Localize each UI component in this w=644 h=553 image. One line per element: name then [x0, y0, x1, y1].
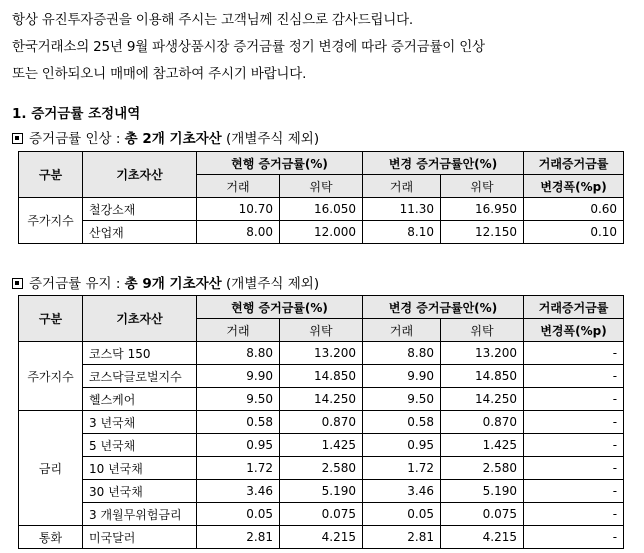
current-consign-cell: 14.250 [280, 388, 363, 411]
new-trade-cell: 0.95 [363, 434, 441, 457]
category-cell: 주가지수 [19, 342, 83, 411]
intro-line-1: 항상 유진투자증권을 이용해 주시는 고객님께 진심으로 감사드립니다. [12, 12, 414, 28]
category-cell: 주가지수 [19, 198, 83, 244]
current-consign-cell: 12.000 [280, 221, 363, 244]
current-trade-cell: 0.58 [197, 411, 280, 434]
category-cell: 통화 [19, 526, 83, 549]
change-cell: 0.10 [524, 221, 624, 244]
new-trade-cell: 9.50 [363, 388, 441, 411]
header-change-1: 거래증거금률 [524, 296, 624, 319]
current-trade-cell: 10.70 [197, 198, 280, 221]
change-cell: - [524, 526, 624, 549]
maintain-caption: 증거금률 유지 : 총 9개 기초자산 (개별주식 제외) [12, 272, 319, 292]
header-current: 현행 증거금률(%) [197, 296, 363, 319]
new-trade-cell: 2.81 [363, 526, 441, 549]
header-new-trade: 거래 [363, 175, 441, 198]
current-trade-cell: 8.80 [197, 342, 280, 365]
table-row [19, 503, 624, 526]
asset-cell: 산업재 [83, 221, 197, 244]
change-cell: - [524, 411, 624, 434]
header-asset: 기초자산 [83, 296, 197, 342]
intro-line-3: 또는 인하되오니 매매에 참고하여 주시기 바랍니다. [12, 66, 307, 82]
section-title: 1. 증거금률 조정내역 [12, 106, 141, 122]
header-proposed: 변경 증거금률안(%) [363, 296, 524, 319]
current-consign-cell: 0.870 [280, 411, 363, 434]
current-consign-cell: 1.425 [280, 434, 363, 457]
change-cell: - [524, 342, 624, 365]
asset-cell: 미국달러 [83, 526, 197, 549]
new-consign-cell: 0.075 [441, 503, 524, 526]
asset-cell: 30 년국채 [83, 480, 197, 503]
change-cell: - [524, 480, 624, 503]
current-consign-cell: 4.215 [280, 526, 363, 549]
intro-line-2: 한국거래소의 25년 9월 파생상품시장 증거금률 정기 변경에 따라 증거금률이 인상 [12, 39, 485, 55]
change-cell: - [524, 457, 624, 480]
table-row [19, 480, 624, 503]
new-consign-cell: 14.250 [441, 388, 524, 411]
current-trade-cell: 8.00 [197, 221, 280, 244]
new-trade-cell: 8.10 [363, 221, 441, 244]
header-category: 구분 [19, 152, 83, 198]
change-cell: - [524, 388, 624, 411]
table-row [19, 221, 624, 244]
maintain-table [18, 295, 624, 549]
new-trade-cell: 1.72 [363, 457, 441, 480]
new-trade-cell: 0.58 [363, 411, 441, 434]
change-cell: - [524, 434, 624, 457]
header-category: 구분 [19, 296, 83, 342]
asset-cell: 철강소재 [83, 198, 197, 221]
table-row [19, 388, 624, 411]
change-cell: - [524, 365, 624, 388]
new-consign-cell: 14.850 [441, 365, 524, 388]
header-current-consign: 위탁 [280, 319, 363, 342]
asset-cell: 3 년국채 [83, 411, 197, 434]
new-trade-cell: 8.80 [363, 342, 441, 365]
new-consign-cell: 12.150 [441, 221, 524, 244]
new-consign-cell: 1.425 [441, 434, 524, 457]
table-row [19, 434, 624, 457]
new-consign-cell: 5.190 [441, 480, 524, 503]
new-consign-cell: 2.580 [441, 457, 524, 480]
header-proposed: 변경 증거금률안(%) [363, 152, 524, 175]
header-change-2: 변경폭(%p) [524, 319, 624, 342]
change-cell: 0.60 [524, 198, 624, 221]
table-row [19, 365, 624, 388]
new-consign-cell: 16.950 [441, 198, 524, 221]
asset-cell: 10 년국채 [83, 457, 197, 480]
table-row [19, 411, 624, 434]
checkbox-square-icon [12, 133, 23, 144]
asset-cell: 3 개월무위험금리 [83, 503, 197, 526]
header-change-1: 거래증거금률 [524, 152, 624, 175]
current-trade-cell: 2.81 [197, 526, 280, 549]
new-consign-cell: 4.215 [441, 526, 524, 549]
current-trade-cell: 0.95 [197, 434, 280, 457]
current-consign-cell: 14.850 [280, 365, 363, 388]
header-current-trade: 거래 [197, 175, 280, 198]
table-row [19, 526, 624, 549]
new-trade-cell: 9.90 [363, 365, 441, 388]
new-trade-cell: 3.46 [363, 480, 441, 503]
header-current-trade: 거래 [197, 319, 280, 342]
current-trade-cell: 0.05 [197, 503, 280, 526]
current-trade-cell: 9.50 [197, 388, 280, 411]
header-new-trade: 거래 [363, 319, 441, 342]
checkbox-square-icon [12, 278, 23, 289]
header-current: 현행 증거금률(%) [197, 152, 363, 175]
asset-cell: 헬스케어 [83, 388, 197, 411]
change-cell: - [524, 503, 624, 526]
asset-cell: 코스닥글로벌지수 [83, 365, 197, 388]
table-row [19, 457, 624, 480]
current-consign-cell: 0.075 [280, 503, 363, 526]
current-trade-cell: 9.90 [197, 365, 280, 388]
new-trade-cell: 11.30 [363, 198, 441, 221]
new-consign-cell: 0.870 [441, 411, 524, 434]
header-current-consign: 위탁 [280, 175, 363, 198]
header-asset: 기초자산 [83, 152, 197, 198]
current-consign-cell: 5.190 [280, 480, 363, 503]
header-change-2: 변경폭(%p) [524, 175, 624, 198]
category-cell: 금리 [19, 411, 83, 526]
current-trade-cell: 1.72 [197, 457, 280, 480]
asset-cell: 5 년국채 [83, 434, 197, 457]
increase-caption: 증거금률 인상 : 총 2개 기초자산 (개별주식 제외) [12, 127, 319, 147]
current-consign-cell: 13.200 [280, 342, 363, 365]
table-row [19, 198, 624, 221]
new-consign-cell: 13.200 [441, 342, 524, 365]
header-new-consign: 위탁 [441, 319, 524, 342]
increase-table [18, 151, 624, 244]
current-consign-cell: 2.580 [280, 457, 363, 480]
header-new-consign: 위탁 [441, 175, 524, 198]
asset-cell: 코스닥 150 [83, 342, 197, 365]
table-row [19, 342, 624, 365]
current-trade-cell: 3.46 [197, 480, 280, 503]
new-trade-cell: 0.05 [363, 503, 441, 526]
current-consign-cell: 16.050 [280, 198, 363, 221]
